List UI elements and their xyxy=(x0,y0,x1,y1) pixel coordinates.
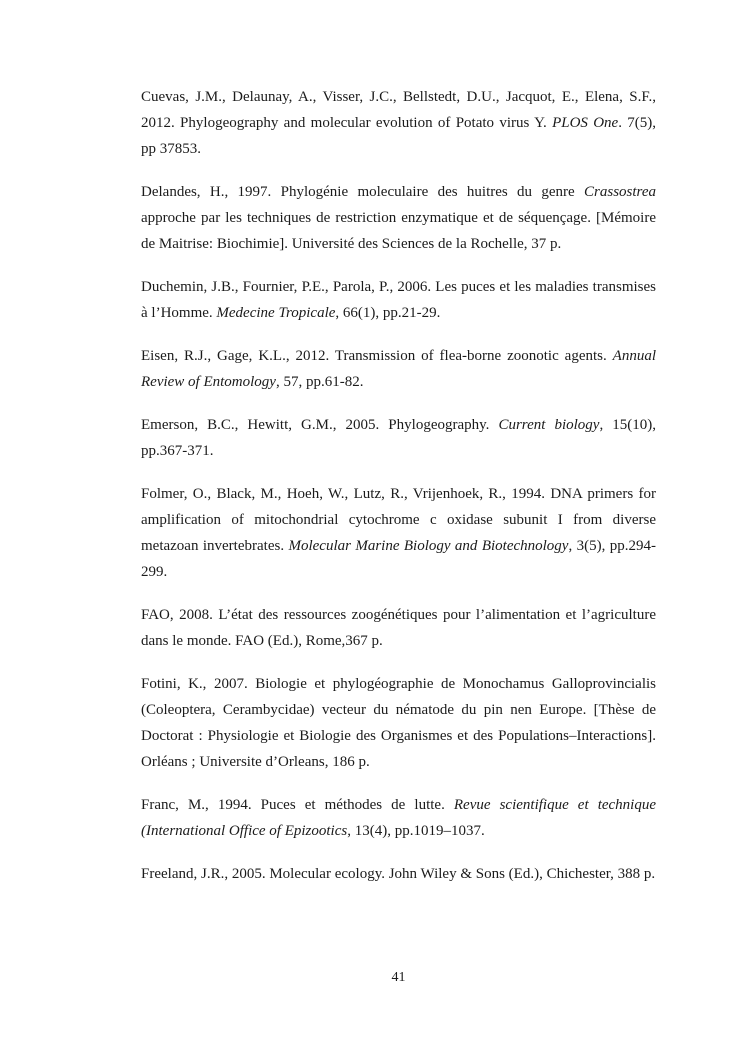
reference-text: , 3(5), pp.294-299. xyxy=(141,538,656,580)
reference-text: , 66(1), pp.21-29. xyxy=(335,305,441,321)
reference-italic-text: Current biology xyxy=(498,417,600,433)
reference-entry xyxy=(141,84,656,162)
reference-italic-text: PLOS One xyxy=(552,115,619,131)
references-list xyxy=(141,84,656,904)
reference-entry xyxy=(141,602,656,654)
reference-italic-text: Molecular Marine Biology and Biotechnology xyxy=(288,538,569,554)
reference-text: Cuevas, J.M., Delaunay, A., Visser, J.C., Bellstedt, D.U., Jacquot, E., Elena, S.F., 2012. Phylogeography and molecular evolution of Potato virus Y. xyxy=(141,89,656,131)
reference-entry xyxy=(141,861,656,887)
reference-text: . 7(5), pp 37853. xyxy=(141,115,657,157)
page-number: 41 xyxy=(391,970,406,985)
reference-italic-text: Medecine Tropicale xyxy=(216,305,336,321)
reference-text: Fotini, K., 2007. Biologie et phylogéographie de Monochamus Galloprovincialis (Coleoptera, Cerambycidae) vecteur du nématode du pin nen Europe. [Thèse de Doctorat : Physiologie et Biologie des Organismes et des Populations–Interactions]. Orléans ; Universite d’Orleans, 186 p. xyxy=(141,676,656,770)
reference-italic-text: Crassostrea xyxy=(584,184,656,200)
reference-text: Delandes, H., 1997. Phylogénie moleculaire des huitres du genre xyxy=(141,184,585,200)
reference-italic-text: Annual Review of Entomology xyxy=(141,348,656,390)
reference-text: Duchemin, J.B., Fournier, P.E., Parola, P., 2006. Les puces et les maladies transmises à l’Homme. xyxy=(141,279,656,321)
reference-text: Freeland, J.R., 2005. Molecular ecology. John Wiley & Sons (Ed.), Chichester, 388 p. xyxy=(141,866,656,882)
reference-entry xyxy=(141,792,656,844)
reference-text: , 57, pp.61-82. xyxy=(275,374,364,390)
reference-entry xyxy=(141,343,656,395)
reference-text: Folmer, O., Black, M., Hoeh, W., Lutz, R., Vrijenhoek, R., 1994. DNA primers for amplification of mitochondrial cytochrome c oxidase subunit I from diverse metazoan invertebrates. xyxy=(141,486,656,554)
reference-entry xyxy=(141,274,656,326)
reference-text: , 13(4), pp.1019–1037. xyxy=(347,823,485,839)
reference-entry xyxy=(141,412,656,464)
reference-text: Emerson, B.C., Hewitt, G.M., 2005. Phylogeography. xyxy=(141,417,499,433)
reference-entry xyxy=(141,179,656,257)
reference-text: approche par les techniques de restriction enzymatique et de séquençage. [Mémoire de Maitrise: Biochimie]. Université des Sciences de la Rochelle, 37 p. xyxy=(141,210,656,252)
reference-entry xyxy=(141,481,656,585)
reference-text: Franc, M., 1994. Puces et méthodes de lutte. xyxy=(141,797,454,813)
reference-text: FAO, 2008. L’état des ressources zoogénétiques pour l’alimentation et l’agriculture dans le monde. FAO (Ed.), Rome,367 p. xyxy=(141,607,656,649)
reference-entry xyxy=(141,671,656,775)
reference-text: , 15(10), pp.367-371. xyxy=(141,417,656,459)
reference-text: Eisen, R.J., Gage, K.L., 2012. Transmission of flea-borne zoonotic agents. xyxy=(141,348,613,364)
reference-italic-text: Revue scientifique et technique (International Office of Epizootics xyxy=(141,797,656,839)
